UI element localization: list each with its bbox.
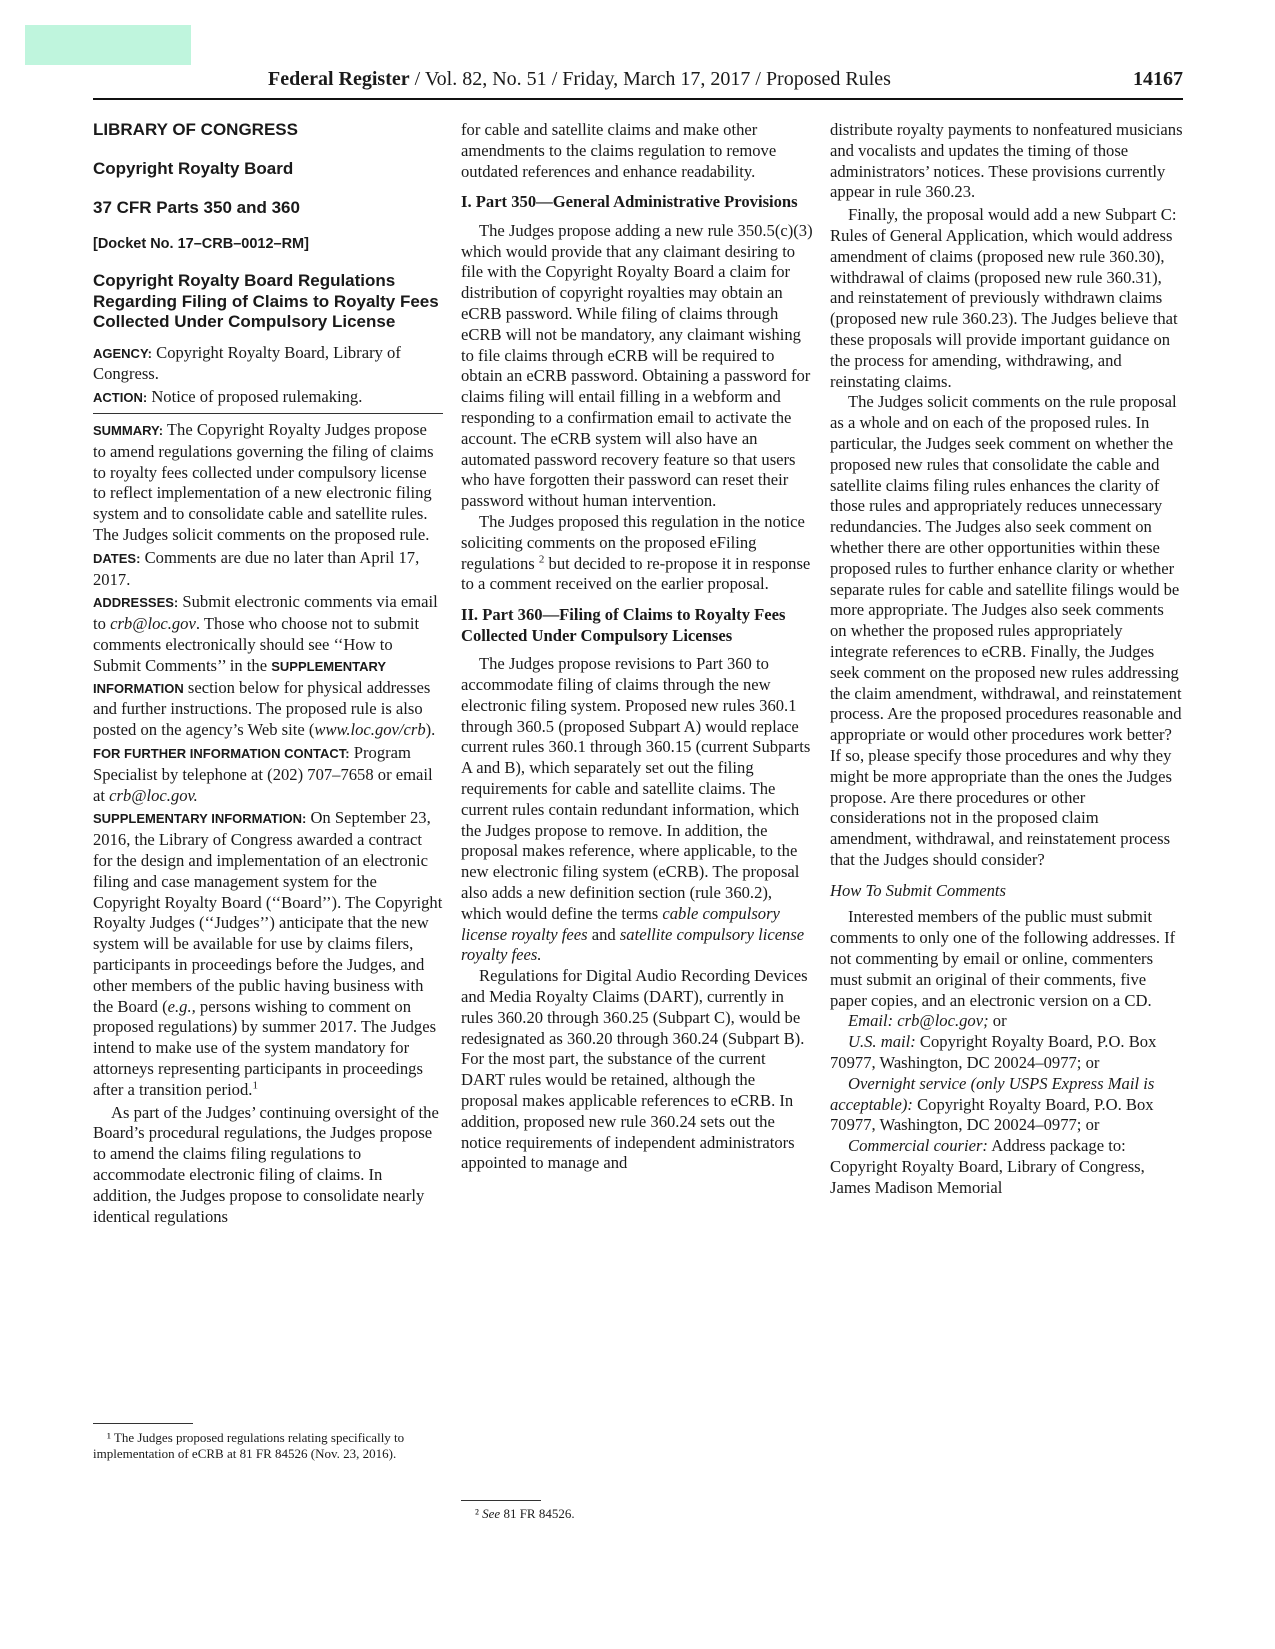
body-paragraph: Finally, the proposal would add a new Subpart C: Rules of General Application, which would address amendment of claims (proposed new rule 360.30), withdrawal of claims (proposed new rule 360.31), and reinstatement of previously withdrawn claims (proposed new rule 360.23). The Judges believe that these proposals will provide important guidance on the process for amending, withdrawing, and reinstating claims.: [830, 205, 1178, 391]
summary-divider: [93, 413, 443, 414]
cfr-heading: 37 CFR Parts 350 and 360: [93, 197, 300, 217]
page-tab-marker: [25, 25, 191, 65]
sub-agency-heading: Copyright Royalty Board: [93, 158, 294, 178]
address-email: Email: crb@loc.gov; or: [848, 1011, 1007, 1031]
footnote-rule-2: [461, 1500, 541, 1501]
supplementary-paragraph: SUPPLEMENTARY INFORMATION: On September 23, 2016, the Library of Congress awarded a contract for the design and implementation of an electronic filing and case management system for the Copyright Royalty Board (‘‘Board’’). The Copyright Royalty Judges (‘‘Judges’’) anticipate that the new system will be available for use by claims filers, participants in proceedings before the Judges, and other members of the public having business with the Board (e.g., persons wishing to comment on proposed regulations) by summer 2017. The Judges intend to make use of the system mandatory for attorneys representing participants in proceedings after a transition period.$^1$: [93, 808, 443, 1099]
body-paragraph: As part of the Judges’ continuing oversight of the Board’s procedural regulations, the Judges propose to amend the claims filing regulations to accommodate electronic filing of claims. In addition, the Judges propose to consolidate nearly identical regulations: [93, 1102, 439, 1226]
body-paragraph: Interested members of the public must submit comments to only one of the following addresses. If not commenting by email or online, commenters must submit an original of their comments, five paper copies, and an electronic version on a CD.: [830, 907, 1176, 1010]
body-paragraph: The Judges proposed this regulation in the notice soliciting comments on the proposed eFiling regulations $^2$ but decided to re-propose it in response to a comment received on the earlier proposal.: [461, 512, 811, 594]
footnote-1: ¹ The Judges proposed regulations relating specifically to implementation of eCRB at 81 FR 84526 (Nov. 23, 2016).: [93, 1430, 405, 1461]
agency-heading: LIBRARY OF CONGRESS: [93, 120, 298, 139]
dates-paragraph: DATES: Comments are due no later than April 17, 2017.: [93, 547, 420, 589]
section-heading-part-360: II. Part 360—Filing of Claims to Royalty Fees Collected Under Compulsory Licenses: [461, 605, 786, 645]
address-mail: U.S. mail: Copyright Royalty Board, P.O. Box 70977, Washington, DC 20024–0977; or: [830, 1032, 1157, 1073]
volume: Vol. 82, No. 51: [424, 68, 547, 90]
subheading-how-to-submit: How To Submit Comments: [830, 880, 1006, 900]
column-3: [830, 120, 1183, 1540]
address-courier: Commercial courier: Address package to: Copyright Royalty Board, Library of Congress, James Madison Memorial: [830, 1136, 1145, 1197]
body-paragraph: The Judges propose revisions to Part 360 to accommodate filing of claims through the new electronic filing system. Proposed new rules 360.1 through 360.5 (proposed Subpart A) would replace current rules 360.1 through 360.15 (current Subparts A and B), which separately set out the filing requirements for cable and satellite claims. The current rules contain redundant information, which the Judges propose to remove. In addition, the proposal makes reference, where applicable, to the new electronic filing system (eCRB). The proposal also adds a new definition section (rule 360.2), which would define the terms cable compulsory license royalty fees and satellite compulsory license royalty fees.: [461, 654, 811, 965]
footnote-rule-1: [93, 1423, 193, 1424]
column-2: [461, 120, 813, 1500]
action-line: ACTION: Notice of proposed rulemaking.: [93, 387, 363, 407]
footnote-ref-2[interactable]: 2: [538, 553, 545, 566]
journal-name: Federal Register: [268, 68, 410, 90]
running-header: [93, 68, 1183, 96]
body-paragraph: for cable and satellite claims and make other amendments to the claims regulation to remove outdated references and enhance readability.: [461, 120, 777, 181]
contact-email-link[interactable]: crb@loc.gov.: [109, 785, 198, 805]
contact-paragraph: FOR FURTHER INFORMATION CONTACT: Program Specialist by telephone at (202) 707–7658 or email at crb@loc.gov.: [93, 743, 433, 805]
document-title: Copyright Royalty Board Regulations Regarding Filing of Claims to Royalty Fees Collected Under Compulsory License: [93, 271, 439, 332]
email-link[interactable]: crb@loc.gov: [110, 614, 196, 634]
page-number: 14167: [1133, 68, 1183, 90]
footnote-ref-1[interactable]: 1: [252, 1079, 258, 1092]
body-paragraph: The Judges solicit comments on the rule proposal as a whole and on each of the proposed rules. In particular, the Judges seek comment on whether the proposed new rules that consolidate the cable and satellite claims filing rules enhances the clarity of those rules and appropriately reduces unnecessary redundancies. The Judges also seek comment on whether there are other opportunities within these proposed rules to further enhance clarity or whether separate rules for cable and satellite filings would be more appropriate. The Judges also seek comments on whether the proposed rules appropriately integrate references to eCRB. Finally, the Judges seek comment on the proposed new rules addressing the claim amendment, withdrawal, and reinstatement process. Are the proposed procedures reasonable and appropriate or would other procedures work better? If so, please specify those procedures and why they might be more appropriate than the ones the Judges propose. Are there procedures or other considerations not in the proposed claim amendment, withdrawal, and reinstatement process that the Judges should consider?: [830, 392, 1182, 869]
section-heading-part-350: I. Part 350—General Administrative Provisions: [461, 192, 798, 212]
agency-line: AGENCY: Copyright Royalty Board, Library of Congress.: [93, 342, 401, 384]
footnote-2: ² See 81 FR 84526.: [475, 1506, 575, 1521]
body-paragraph: distribute royalty payments to nonfeatured musicians and vocalists and updates the timing of those administrators’ notices. These provisions currently appear in rule 360.23.: [830, 120, 1183, 202]
website-link[interactable]: www.loc.gov/crb: [314, 720, 426, 740]
column-1: [93, 120, 443, 1410]
docket-number: [Docket No. 17–CRB–0012–RM]: [93, 236, 309, 253]
summary-paragraph: SUMMARY: The Copyright Royalty Judges propose to amend regulations governing the filing of claims to royalty fees collected under compulsory license to reflect implementation of a new electronic filing system and to consolidate cable and satellite rules. The Judges solicit comments on the proposed rule.: [93, 420, 434, 545]
address-overnight: Overnight service (only USPS Express Mail is acceptable): Copyright Royalty Board, P.O. Box 70977, Washington, DC 20024–0977; or: [830, 1073, 1155, 1135]
body-paragraph: The Judges propose adding a new rule 350.5(c)(3) which would provide that any claimant desiring to file with the Copyright Royalty Board a claim for distribution of copyright royalties may obtain an eCRB password. While filing of claims through eCRB will not be mandatory, any claimant wishing to file claims through eCRB will be required to obtain an eCRB password. Obtaining a password for claims filing will entail filling in a webform and responding to a confirmation email to activate the account. The eCRB system will also have an automated password recovery feature so that users who have forgotten their password can reset their password without human intervention.: [461, 220, 813, 511]
header-citation: Federal Register / Vol. 82, No. 51 / Friday, March 17, 2017 / Proposed Rules: [268, 68, 891, 90]
addresses-paragraph: ADDRESSES: Submit electronic comments via email to crb@loc.gov. Those who choose not to submit comments electronically should see ‘‘How to Submit Comments’’ in the SUPPLEMENTARY INFORMATION section below for physical addresses and further instructions. The proposed rule is also posted on the agency’s Web site (www.loc.gov/crb).: [93, 592, 438, 740]
header-rule: [93, 98, 1183, 100]
section-name: Proposed Rules: [765, 68, 891, 90]
issue-date: Friday, March 17, 2017: [562, 68, 751, 90]
body-paragraph: Regulations for Digital Audio Recording Devices and Media Royalty Claims (DART), currently in rules 360.20 through 360.25 (Subpart C), would be redesignated as 360.20 through 360.24 (Subpart B). For the most part, the substance of the current DART rules would be retained, although the proposal makes applicable references to eCRB. In addition, proposed new rule 360.24 sets out the notice requirements of independent administrators appointed to manage and: [461, 966, 808, 1173]
